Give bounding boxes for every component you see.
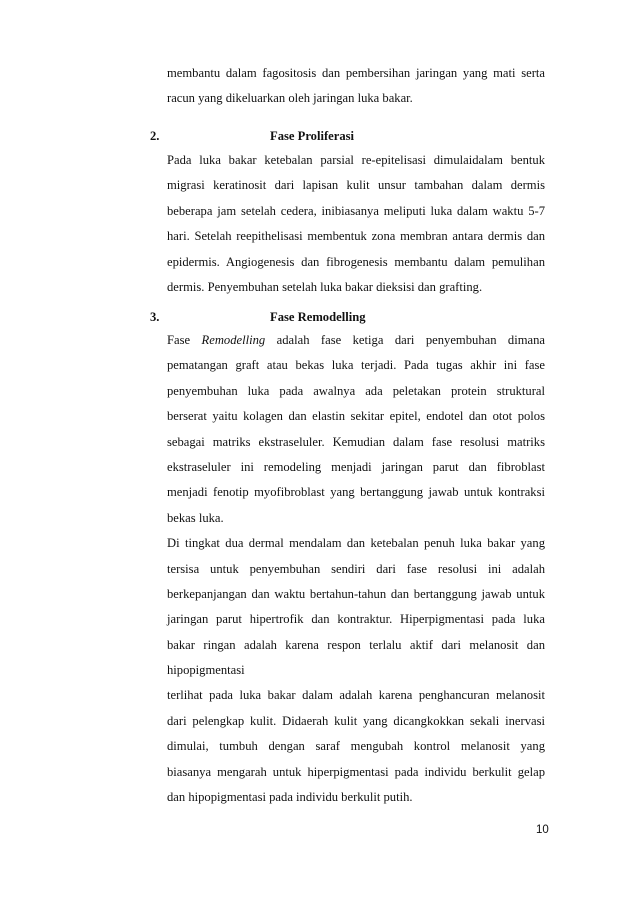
page-number: 10 bbox=[536, 824, 549, 836]
section-title: Fase Remodelling bbox=[270, 310, 366, 324]
section-heading-proliferasi bbox=[150, 129, 550, 149]
text-line: Di tingkat dua dermal mendalam dan ketebalan penuh luka bakar yang bbox=[167, 536, 545, 551]
section-number: 3. bbox=[150, 310, 160, 324]
text-line: hari. Setelah reepithelisasi membentuk zona membran antara dermis dan bbox=[167, 229, 545, 244]
remodelling-paragraph bbox=[167, 328, 545, 810]
italic-term: Remodelling bbox=[201, 333, 266, 347]
text-line: tersisa untuk penyembuhan sendiri dari fase resolusi ini adalah bbox=[167, 561, 545, 576]
text-line: pematangan graft atau bekas luka terjadi. Pada tugas akhir ini fase bbox=[167, 358, 545, 373]
text-line: dari pelengkap kulit. Didaerah kulit yang dicangkokkan sekali inervasi bbox=[167, 713, 545, 728]
text-line: beberapa jam setelah cedera, inibiasanya meliputi luka dalam waktu 5-7 bbox=[167, 203, 545, 218]
section-heading-remodelling bbox=[150, 310, 550, 330]
text-line: biasanya mengarah untuk hiperpigmentasi pada individu berkulit gelap bbox=[167, 764, 545, 779]
text-line: dan hipopigmentasi pada individu berkulit putih. bbox=[167, 790, 413, 805]
intro-paragraph bbox=[167, 61, 545, 112]
text-line: membantu dalam fagositosis dan pembersihan jaringan yang mati serta bbox=[167, 66, 545, 80]
text-line: ekstraseluler ini remodeling menjadi jaringan parut dan fibroblast bbox=[167, 459, 545, 474]
text-line bbox=[167, 328, 545, 353]
text-run: Fase bbox=[167, 333, 202, 347]
text-line: migrasi keratinosit dari lapisan kulit unsur tambahan dalam dermis bbox=[167, 178, 545, 193]
section-title: Fase Proliferasi bbox=[270, 129, 355, 143]
text-line: sebagai matriks ekstraseluler. Kemudian dalam fase resolusi matriks bbox=[167, 434, 545, 449]
text-line: jaringan parut hipertrofik dan kontraktur. Hiperpigmentasi pada luka bbox=[167, 612, 545, 627]
text-line: epidermis. Angiogenesis dan fibrogenesis membantu dalam pemulihan bbox=[167, 254, 545, 269]
text-line: racun yang dikeluarkan oleh jaringan luka bakar. bbox=[167, 91, 413, 106]
text-line: penyembuhan luka pada awalnya ada peletakan protein struktural bbox=[167, 383, 545, 398]
text-line: berkepanjangan dan waktu bertahun-tahun dan bertanggung jawab untuk bbox=[167, 586, 545, 601]
section-number: 2. bbox=[150, 129, 160, 143]
text-line: dermis. Penyembuhan setelah luka bakar dieksisi dan grafting. bbox=[167, 279, 483, 294]
text-line: bekas luka. bbox=[167, 510, 224, 525]
text-run: adalah fase ketiga dari penyembuhan dimana bbox=[265, 333, 546, 347]
text-line: hipopigmentasi bbox=[167, 663, 245, 678]
text-line: terlihat pada luka bakar dalam adalah karena penghancuran melanosit bbox=[167, 688, 545, 703]
text-line: bakar ringan adalah karena respon terlalu aktif dari melanosit dan bbox=[167, 637, 545, 652]
text-line: dimulai, tumbuh dengan saraf mengubah kontrol melanosit yang bbox=[167, 739, 545, 754]
text-line: Pada luka bakar ketebalan parsial re-epitelisasi dimulaidalam bentuk bbox=[167, 153, 545, 167]
text-line: berserat yaitu kolagen dan elastin sekitar epitel, endotel dan otot polos bbox=[167, 409, 545, 424]
proliferasi-paragraph bbox=[167, 148, 545, 300]
text-line: menjadi fenotip myofibroblast yang bertanggung jawab untuk kontraksi bbox=[167, 485, 545, 500]
